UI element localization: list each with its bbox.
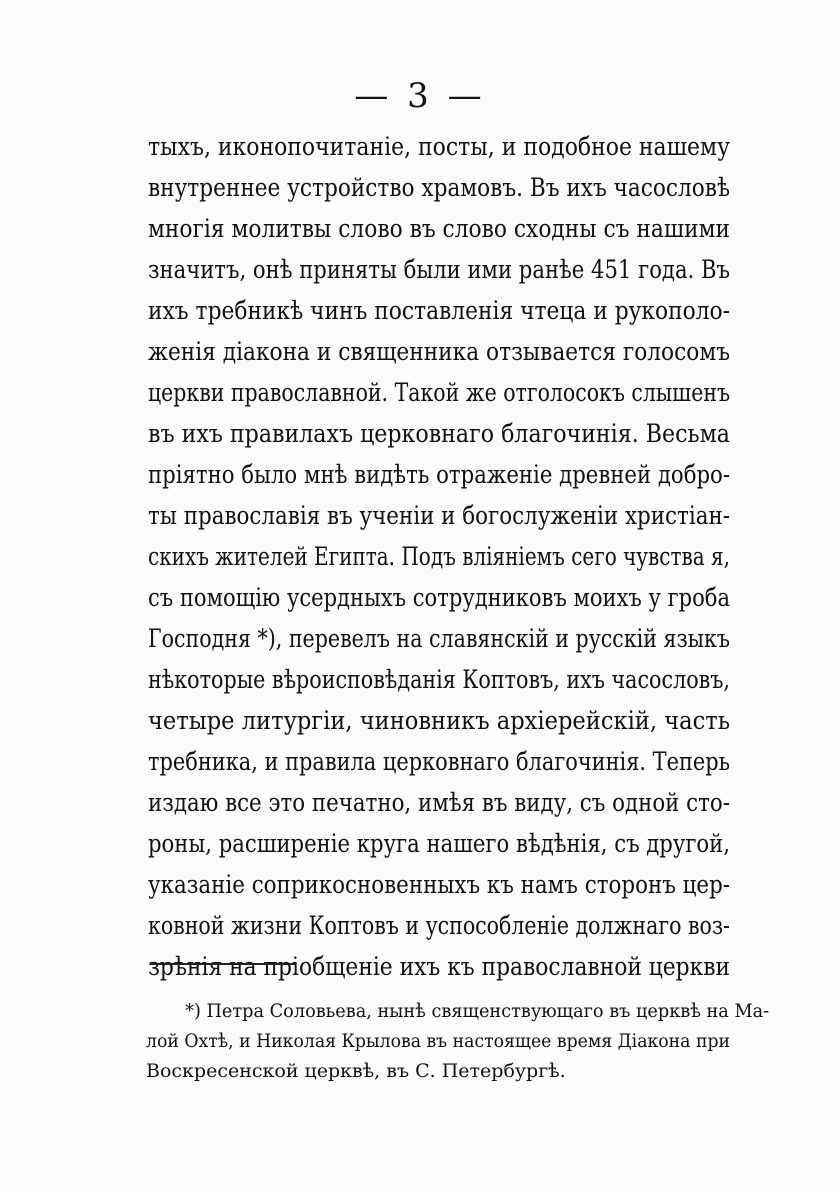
body-line: многія молитвы слово въ слово сходны съ нашими	[148, 214, 730, 243]
body-line: четыре литургіи, чиновникъ архіерейскій, часть	[148, 706, 730, 735]
body-line: скихъ жителей Египта. Подъ вліяніемъ сего чувства я,	[148, 542, 730, 571]
page-number: — 3 —	[354, 76, 486, 116]
body-line: въ ихъ правилахъ церковнаго благочинія. Весьма	[148, 419, 730, 448]
body-line: внутреннее устройство храмовъ. Въ ихъ часословѣ	[148, 173, 730, 202]
footnote-divider	[150, 963, 296, 965]
body-line: зрѣнія на пріобщеніе ихъ къ православной церкви	[148, 952, 730, 981]
body-line: издаю все это печатно, имѣя въ виду, съ одной сто-	[148, 788, 730, 817]
body-line: тыхъ, иконопочитаніе, посты, и подобное нашему	[148, 132, 730, 161]
body-line: пріятно было мнѣ видѣть отраженіе древней добро-	[148, 460, 730, 489]
footnote-line: Воскресенской церквѣ, въ С. Петербургѣ.	[146, 1060, 566, 1082]
footnote-line: *) Петра Соловьева, нынѣ священствующаго въ церквѣ на Ма-	[185, 1000, 770, 1022]
body-text	[148, 126, 730, 987]
footnote-line: лой Охтѣ, и Николая Крылова въ настоящее время Діакона при	[146, 1030, 730, 1052]
footnote	[146, 996, 770, 1086]
body-line: съ помощію усердныхъ сотрудниковъ моихъ у гроба	[148, 583, 730, 612]
body-line: ковной жизни Коптовъ и успособленіе должнаго воз-	[148, 911, 730, 940]
body-line: Господня *), перевелъ на славянскій и русскій языкъ	[148, 624, 730, 653]
body-line: ты православія въ ученіи и богослуженіи христіан-	[148, 501, 730, 530]
body-line: церкви православной. Такой же отголосокъ слышенъ	[148, 378, 730, 407]
body-line: ихъ требникѣ чинъ поставленія чтеца и рукополо-	[148, 296, 730, 325]
body-line: женія діакона и священника отзывается голосомъ	[148, 337, 730, 366]
body-line: роны, расширеніе круга нашего вѣдѣнія, съ другой,	[148, 829, 730, 858]
body-line: указаніе соприкосновенныхъ къ намъ сторонъ цер-	[148, 870, 730, 899]
body-line: нѣкоторые вѣроисповѣданія Коптовъ, ихъ часословъ,	[148, 665, 730, 694]
body-line: требника, и правила церковнаго благочинія. Теперь	[148, 747, 730, 776]
body-line: значитъ, онѣ приняты были ими ранѣе 451 года. Въ	[148, 255, 730, 284]
